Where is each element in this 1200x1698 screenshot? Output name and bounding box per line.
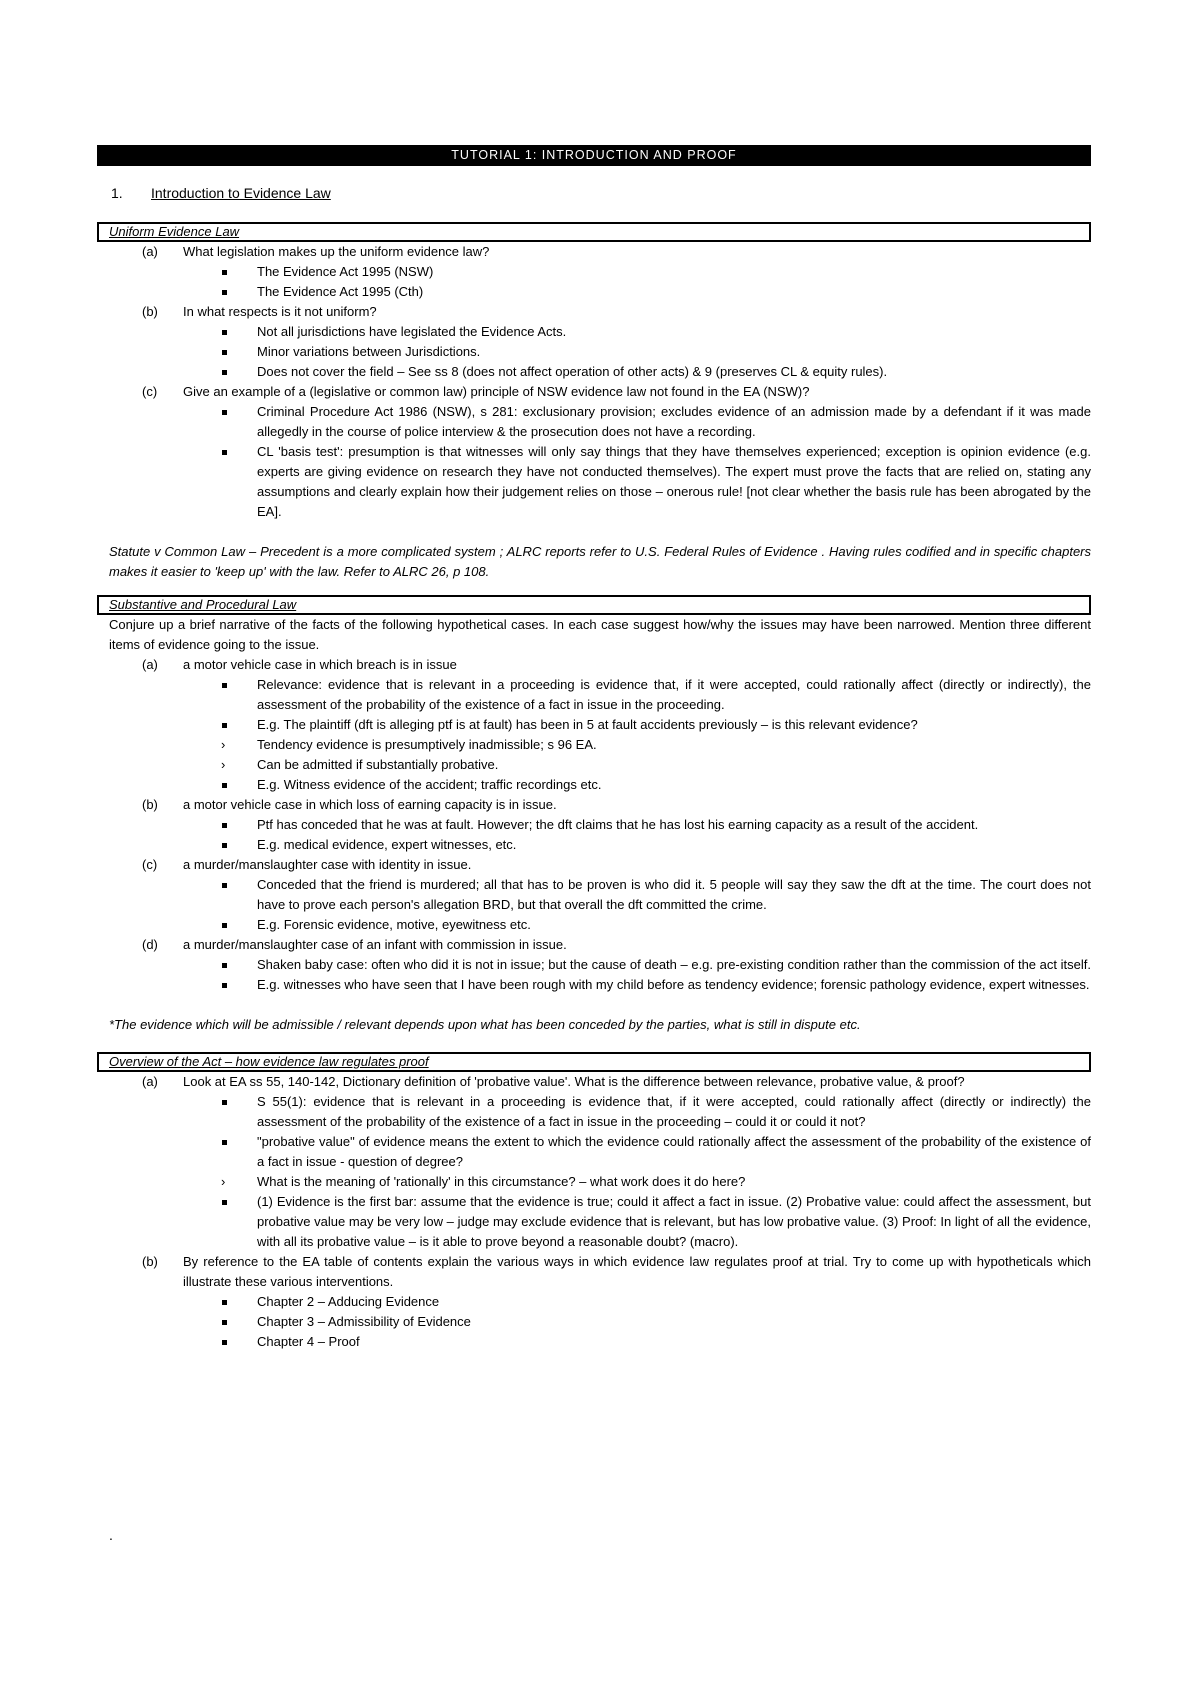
overview-act-heading: Overview of the Act – how evidence law regulates proof bbox=[97, 1052, 1091, 1072]
bullet-list bbox=[97, 675, 1091, 795]
bullet-item: Does not cover the field – See ss 8 (does not affect operation of other acts) & 9 (preserves CL & equity rules). bbox=[257, 362, 1091, 382]
question bbox=[97, 935, 1091, 955]
bullet-list bbox=[97, 1292, 1091, 1352]
bullet-item: The Evidence Act 1995 (Cth) bbox=[257, 282, 1091, 302]
bullet-item: Chapter 4 – Proof bbox=[257, 1332, 1091, 1352]
question-label: (b) bbox=[142, 304, 158, 319]
statute-note: Statute v Common Law – Precedent is a more complicated system ; ALRC reports refer to U.S. Federal Rules of Evidence . Having rules codified and in specific chapters makes it easier to 'keep up' with the law. Refer to ALRC 26, p 108. bbox=[109, 544, 1091, 579]
question bbox=[97, 382, 1091, 402]
bullet-item: Shaken baby case: often who did it is not in issue; but the cause of death – e.g. pre-existing condition rather than the commission of the act itself. bbox=[257, 955, 1091, 975]
bullet-list bbox=[97, 1092, 1091, 1252]
bullet-item: Criminal Procedure Act 1986 (NSW), s 281: exclusionary provision; excludes evidence of an admission made by a defendant if it was made allegedly in the course of police interview & the prosecution does not have a recording. bbox=[257, 402, 1091, 442]
admissibility-note: *The evidence which will be admissible / relevant depends upon what has been conceded by the parties, what is still in dispute etc. bbox=[109, 1017, 861, 1032]
bullet-item: E.g. medical evidence, expert witnesses, etc. bbox=[257, 835, 1091, 855]
question-label: (a) bbox=[142, 657, 158, 672]
bullet-list bbox=[97, 875, 1091, 935]
section-number: 1. bbox=[111, 185, 123, 201]
bullet-item: Chapter 3 – Admissibility of Evidence bbox=[257, 1312, 1091, 1332]
bullet-list bbox=[97, 815, 1091, 855]
section-heading bbox=[97, 181, 1091, 205]
bullet-item: CL 'basis test': presumption is that witnesses will only say things that they have themselves experienced; exception is opinion evidence (e.g. experts are giving evidence on research they have not conducted themselves). The expert must prove the facts that are relied on, stating any assumptions and clearly explain how their judgement relies on those – onerous rule! [not clear whether the basis rule has been abrogated by the EA]. bbox=[257, 442, 1091, 522]
sub-bullet-list bbox=[187, 735, 1091, 775]
bullet-list bbox=[97, 262, 1091, 302]
bullet-item bbox=[257, 715, 1091, 775]
section-title: Introduction to Evidence Law bbox=[151, 185, 331, 201]
sub-bullet-item: › What is the meaning of 'rationally' in this circumstance? – what work does it do here? bbox=[257, 1172, 1091, 1192]
question bbox=[97, 1252, 1091, 1292]
question-text: a murder/manslaughter case with identity in issue. bbox=[183, 857, 472, 872]
sub-bullet-item: › Can be admitted if substantially probative. bbox=[257, 755, 1091, 775]
question-text: a murder/manslaughter case of an infant with commission in issue. bbox=[183, 937, 567, 952]
question-label: (a) bbox=[142, 244, 158, 259]
question bbox=[97, 795, 1091, 815]
question-text: In what respects is it not uniform? bbox=[183, 304, 377, 319]
question-text: Give an example of a (legislative or common law) principle of NSW evidence law not found in the EA (NSW)? bbox=[183, 384, 810, 399]
question-label: (a) bbox=[142, 1074, 158, 1089]
footer-mark: . bbox=[109, 1527, 113, 1543]
bullet-list bbox=[97, 402, 1091, 522]
bullet-item: Minor variations between Jurisdictions. bbox=[257, 342, 1091, 362]
question-text: What legislation makes up the uniform evidence law? bbox=[183, 244, 490, 259]
bullet-item: Not all jurisdictions have legislated the Evidence Acts. bbox=[257, 322, 1091, 342]
question bbox=[97, 302, 1091, 322]
substantive-procedural-heading: Substantive and Procedural Law bbox=[97, 595, 1091, 615]
uniform-evidence-law-heading: Uniform Evidence Law bbox=[97, 222, 1091, 242]
question-label: (b) bbox=[142, 797, 158, 812]
question bbox=[97, 855, 1091, 875]
bullet-item: Ptf has conceded that he was at fault. However; the dft claims that he has lost his earning capacity as a result of the accident. bbox=[257, 815, 1091, 835]
bullet-item: E.g. Forensic evidence, motive, eyewitness etc. bbox=[257, 915, 1091, 935]
bullet-item: Chapter 2 – Adducing Evidence bbox=[257, 1292, 1091, 1312]
question-label: (c) bbox=[142, 857, 158, 872]
question-text: a motor vehicle case in which loss of earning capacity is in issue. bbox=[183, 797, 557, 812]
bullet-item: (1) Evidence is the first bar: assume that the evidence is true; could it affect a fact in issue. (2) Probative value: could affect the assessment, but probative value may be very low – judge may exclude evidence that is relevant, but has low probative value. (3) Proof: In light of all the evidence, with all its probative value – is it able to prove beyond a reasonable doubt? (macro). bbox=[257, 1192, 1091, 1252]
bullet-text: "probative value" of evidence means the extent to which the evidence could rationally affect the assessment of the probability of the existence of a fact in issue - question of degree? bbox=[257, 1134, 1091, 1169]
bullet-item: Relevance: evidence that is relevant in a proceeding is evidence that, if it were accepted, could rationally affect (directly or indirectly), the assessment of the probability of the existence of a fact in issue in the proceeding. bbox=[257, 675, 1091, 715]
question bbox=[97, 655, 1091, 675]
bullet-item: E.g. Witness evidence of the accident; traffic recordings etc. bbox=[257, 775, 1091, 795]
bullet-item: E.g. witnesses who have seen that I have been rough with my child before as tendency evidence; forensic pathology evidence, expert witnesses. bbox=[257, 975, 1091, 995]
sub-bullet-list bbox=[187, 1172, 1091, 1192]
question-text: By reference to the EA table of contents explain the various ways in which evidence law regulates proof at trial. Try to come up with hypotheticals which illustrate these various interventions. bbox=[183, 1254, 1091, 1289]
bullet-item: S 55(1): evidence that is relevant in a proceeding is evidence that, if it were accepted, could rationally affect (directly or indirectly) the assessment of the probability of the existence of a fact in issue in the proceeding – could it or could it not? bbox=[257, 1092, 1091, 1132]
question-label: (b) bbox=[142, 1254, 158, 1269]
sub-bullet-item: › Tendency evidence is presumptively inadmissible; s 96 EA. bbox=[257, 735, 1091, 755]
tutorial-title: TUTORIAL 1: INTRODUCTION AND PROOF bbox=[97, 145, 1091, 166]
bullet-item: The Evidence Act 1995 (NSW) bbox=[257, 262, 1091, 282]
bullet-item: Conceded that the friend is murdered; all that has to be proven is who did it. 5 people will say they saw the dft at the time. The court does not have to prove each person's allegation BRD, but that overall the dft committed the crime. bbox=[257, 875, 1091, 915]
question-label: (d) bbox=[142, 937, 158, 952]
bullet-list bbox=[97, 955, 1091, 995]
question-text: Look at EA ss 55, 140-142, Dictionary definition of 'probative value'. What is the difference between relevance, probative value, & proof? bbox=[183, 1074, 965, 1089]
intro-paragraph: Conjure up a brief narrative of the facts of the following hypothetical cases. In each case suggest how/why the issues may have been narrowed. Mention three different items of evidence going to the issue. bbox=[109, 617, 1091, 652]
bullet-text: E.g. The plaintiff (dft is alleging ptf is at fault) has been in 5 at fault accidents previously – is this relevant evidence? bbox=[257, 717, 918, 732]
question bbox=[97, 1072, 1091, 1092]
question-text: a motor vehicle case in which breach is in issue bbox=[183, 657, 457, 672]
bullet-item bbox=[257, 1132, 1091, 1192]
question bbox=[97, 242, 1091, 262]
document-body bbox=[97, 145, 1091, 1352]
question-label: (c) bbox=[142, 384, 158, 399]
bullet-list bbox=[97, 322, 1091, 382]
